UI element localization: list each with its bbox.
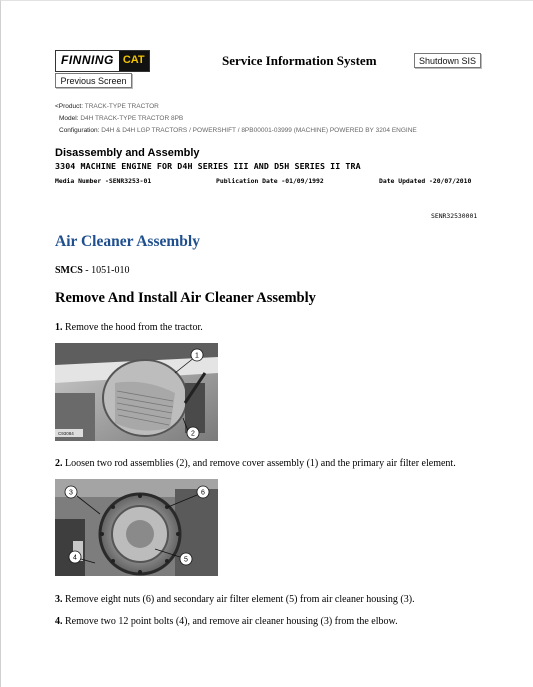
publication-date: Publication Date -01/09/1992 [216, 177, 324, 185]
finning-cat-logo [55, 50, 150, 72]
logo-finning-text: FINNING [56, 51, 119, 71]
logo-cat-text: CAT [119, 51, 149, 71]
model-label: Model: [59, 115, 79, 122]
date-updated: Date Updated -20/07/2010 [379, 177, 472, 185]
fig1-callout-2: 2 [191, 430, 195, 438]
product-line [55, 103, 159, 110]
procedure-title: Remove And Install Air Cleaner Assembly [55, 290, 316, 306]
smcs-label: SMCS [55, 265, 83, 276]
engine-title: 3304 MACHINE ENGINE FOR D4H SERIES III AND D5H SERIES II TRA [55, 161, 361, 171]
model-value: D4H TRACK-TYPE TRACTOR 8PB [80, 115, 184, 122]
fig2-callout-4: 4 [73, 554, 77, 562]
step-text: Remove two 12 point bolts (4), and remove air cleaner housing (3) from the elbow. [62, 616, 398, 627]
step-1 [55, 322, 203, 333]
configuration-value: D4H & D4H LGP TRACTORS / POWERSHIFT / 8PB00001-03999 (MACHINE) POWERED BY 3204 ENGINE [101, 127, 417, 134]
step-number: 1. [55, 322, 63, 333]
fig2-callout-5: 5 [184, 556, 188, 564]
step-number: 3. [55, 594, 63, 605]
configuration-line [59, 127, 417, 134]
step-number: 2. [55, 458, 63, 469]
fig2-callout-6: 6 [201, 489, 205, 497]
page-title: Air Cleaner Assembly [55, 233, 200, 250]
document-id: SENR32530001 [431, 212, 478, 220]
step-2 [55, 458, 456, 469]
shutdown-sis-button[interactable]: Shutdown SIS [414, 53, 481, 68]
step-4 [55, 616, 398, 627]
fig1-callout-1: 1 [195, 352, 199, 360]
step-text: Remove eight nuts (6) and secondary air filter element (5) from air cleaner housing (3). [62, 594, 415, 605]
smcs-value: - 1051-010 [82, 265, 130, 276]
media-number: Media Number -SENR3253-01 [55, 177, 152, 185]
product-value: TRACK-TYPE TRACTOR [84, 103, 159, 110]
sis-title: Service Information System [222, 53, 377, 68]
figure-air-cleaner-housing [55, 479, 218, 576]
product-label: Product: [58, 103, 84, 110]
step-text: Remove the hood from the tractor. [62, 322, 203, 333]
section-heading: Disassembly and Assembly [55, 147, 200, 159]
step-text: Loosen two rod assemblies (2), and remove cover assembly (1) and the primary air filter element. [62, 458, 456, 469]
step-number: 4. [55, 616, 63, 627]
step-3 [55, 594, 415, 605]
fig2-callout-3: 3 [69, 489, 73, 497]
smcs-code [55, 265, 129, 276]
previous-screen-button[interactable]: Previous Screen [55, 73, 132, 88]
figure-hood-removal [55, 343, 218, 441]
svg-text:C93084: C93084 [58, 431, 74, 436]
product-arrow-icon: < [55, 103, 59, 110]
configuration-label: Configuration: [59, 127, 100, 134]
model-line [59, 115, 183, 122]
